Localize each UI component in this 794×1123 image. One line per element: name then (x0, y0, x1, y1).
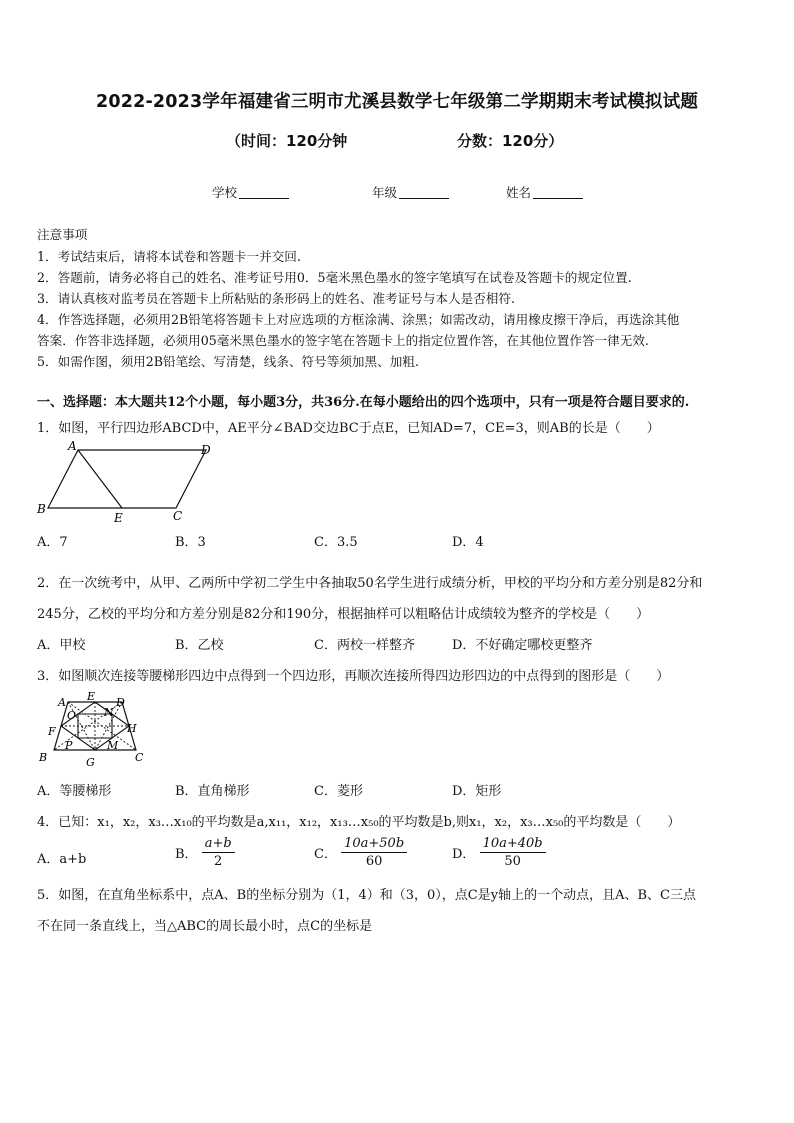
label-O: O (67, 709, 77, 722)
q3-option-c[interactable]: C．菱形 (314, 784, 363, 799)
label-F: F (48, 725, 56, 738)
section-heading: 一、选择题：本大题共12个小题，每小题3分，共36分.在每小题给出的四个选项中，只有一项是符合题目要求的. (37, 395, 690, 410)
q2-option-a[interactable]: A．甲校 (37, 638, 86, 653)
name-label: 姓名 (506, 185, 532, 200)
q1-option-d[interactable]: D．4 (452, 535, 484, 550)
label-D: D (201, 443, 211, 457)
q4-option-c-fraction: $\frac{10a+50b}{60}$ (341, 836, 407, 869)
q4-option-b[interactable] (175, 836, 235, 869)
exam-time: （时间：120分钟 (226, 132, 348, 150)
label-P: P (65, 739, 73, 752)
label-A: A (58, 696, 66, 709)
question-1-stem: 1．如图，平行四边形ABCD中，AE平分∠BAD交边BC于点E，已知AD=7，CE=3，则AB的长是（ ） (37, 421, 660, 436)
notice-item: 答案．作答非选择题，必须用05毫米黑色墨水的签字笔在答题卡上的指定位置作答，在其他位置作答一律无效. (37, 333, 649, 348)
notice-item: 3．请认真核对监考员在答题卡上所粘贴的条形码上的姓名、准考证号与本人是否相符. (37, 291, 515, 306)
notice-item: 4．作答选择题，必须用2B铅笔将答题卡上对应选项的方框涂满、涂黑；如需改动，请用橡皮擦干净后，再选涂其他 (37, 312, 680, 327)
label-E: E (87, 690, 96, 703)
notice-item: 5．如需作图，须用2B铅笔绘、写清楚，线条、符号等须加黑、加粗. (37, 354, 419, 369)
grade-label: 年级 (372, 185, 398, 200)
q4-option-d-fraction: $\frac{10a+40b}{50}$ (480, 836, 546, 869)
parallelogram-figure (36, 438, 226, 528)
q1-option-c[interactable]: C．3.5 (314, 535, 358, 550)
label-A: A (68, 439, 77, 453)
q4-option-a[interactable]: A．a+b (37, 852, 87, 867)
name-blank[interactable] (533, 186, 583, 199)
label-E: E (114, 511, 123, 525)
q3-option-d[interactable]: D．矩形 (452, 784, 502, 799)
q2-option-d[interactable]: D．不好确定哪校更整齐 (452, 638, 593, 653)
label-B: B (39, 751, 48, 764)
notice-item: 2．答题前，请务必将自己的姓名、准考证号用0．5毫米黑色墨水的签字笔填写在试卷及答题卡的规定位置. (37, 270, 632, 285)
exam-score: 分数：120分） (457, 132, 564, 150)
q4-option-c-label: C． (314, 847, 337, 862)
school-field[interactable] (212, 183, 289, 201)
grade-blank[interactable] (399, 186, 449, 199)
label-D: D (116, 696, 125, 709)
page-title: 2022-2023学年福建省三明市尤溪县数学七年级第二学期期末考试模拟试题 (95, 92, 699, 112)
question-2-line2: 245分，乙校的平均分和方差分别是82分和190分，根据抽样可以粗略估计成绩较为整齐的学校是（ ） (37, 607, 650, 622)
q1-option-a[interactable]: A．7 (37, 535, 68, 550)
label-C: C (135, 751, 144, 764)
q1-option-b[interactable]: B．3 (175, 535, 206, 550)
q3-option-a[interactable]: A．等腰梯形 (37, 784, 112, 799)
notice-item: 1．考试结束后，请将本试卷和答题卡一并交回. (37, 249, 301, 264)
question-5-line1: 5．如图，在直角坐标系中，点A、B的坐标分别为（1，4）和（3，0），点C是y轴上的一个动点，且A、B、C三点 (37, 888, 696, 903)
name-field[interactable] (506, 183, 583, 201)
trapezoid-figure (34, 688, 154, 770)
q2-option-c[interactable]: C．两校一样整齐 (314, 638, 415, 653)
label-N: N (104, 706, 114, 719)
question-3-stem: 3．如图顺次连接等腰梯形四边中点得到一个四边形，再顺次连接所得四边形四边的中点得到的图形是（ ） (37, 669, 670, 684)
q3-option-b[interactable]: B．直角梯形 (175, 784, 250, 799)
q2-option-b[interactable]: B．乙校 (175, 638, 224, 653)
q4-option-d-label: D． (452, 847, 476, 862)
question-4-stem: 4．已知：x₁，x₂，x₃…x₁₀的平均数是a,x₁₁，x₁₂，x₁₃…x₅₀的平均数是b,则x₁，x₂，x₃…x₅₀的平均数是（ ） (37, 815, 681, 830)
label-B: B (37, 502, 46, 516)
grade-field[interactable] (372, 183, 449, 201)
label-C: C (173, 509, 183, 523)
label-H: H (127, 722, 137, 735)
q4-option-c[interactable] (314, 836, 407, 869)
q4-option-d[interactable] (452, 836, 546, 869)
q4-option-b-label: B． (175, 847, 198, 862)
question-5-line2: 不在同一条直线上，当△ABC的周长最小时，点C的坐标是 (37, 919, 373, 934)
school-blank[interactable] (239, 186, 289, 199)
school-label: 学校 (212, 185, 238, 200)
label-G: G (86, 756, 95, 769)
label-M: M (107, 739, 119, 752)
question-2-line1: 2．在一次统考中，从甲、乙两所中学初二学生中各抽取50名学生进行成绩分析，甲校的平均分和方差分别是82分和 (37, 576, 703, 591)
q4-option-b-fraction: $\frac{a+b}{2}$ (202, 836, 235, 869)
notice-heading: 注意事项 (37, 227, 88, 242)
